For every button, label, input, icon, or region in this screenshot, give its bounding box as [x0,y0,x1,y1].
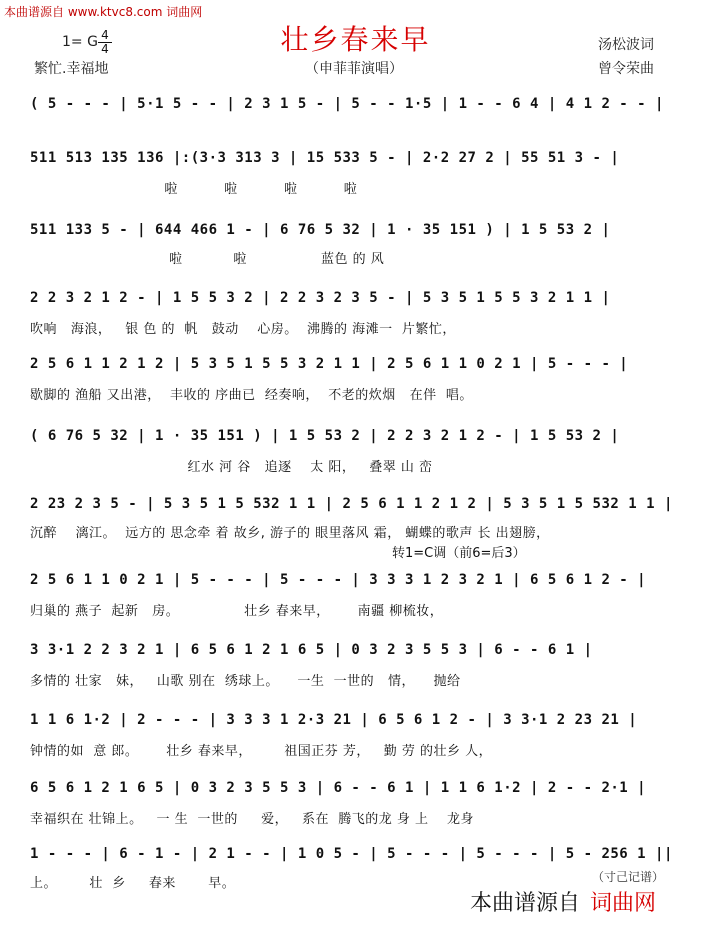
lyric-line: 钟情的如 意 郎。 壮乡 春来早， 祖国正芬 芳， 勤 劳 的壮乡 人， [30,744,493,759]
score-line: ( 5 - - - | 5·1 5 - - | 2 3 1 5 - | 5 - - 1·5 | 1 - - 6 4 | 4 1 2 - - | [30,96,664,112]
tempo-marking: 繁忙.幸福地 [34,61,109,77]
lyric-line: 啦 啦 啦 啦 [30,182,358,197]
singer-credit: （申菲菲演唱） [305,61,403,77]
lyric-line: 沉醉 漓江。 远方的 思念牵 着 故乡, 游子的 眼里落风 霜， 蝴蝶的歌声 长 出翅膀， [30,526,550,541]
score-line: 2 5 6 1 1 0 2 1 | 5 - - - | 5 - - - | 3 3 3 1 2 3 2 1 | 6 5 6 1 2 - | [30,572,647,588]
lyric-line: 吹响 海浪， 银 色 的 帆 鼓动 心房。 沸腾的 海滩一 片繁忙， [30,322,456,337]
score-line: 2 23 2 3 5 - | 5 3 5 1 5 532 1 1 | 2 5 6 1 1 2 1 2 | 5 3 5 1 5 532 1 1 | [30,496,673,512]
lyric-line: 啦 啦 蓝色 的 风 [30,252,385,267]
score-line: 2 5 6 1 1 2 1 2 | 5 3 5 1 5 5 3 2 1 1 | 2 5 6 1 1 0 2 1 | 5 - - - | [30,356,629,372]
score-line: 6 5 6 1 2 1 6 5 | 0 3 2 3 5 5 3 | 6 - - 6 1 | 1 1 6 1·2 | 2 - - 2·1 | [30,780,647,796]
watermark-right: 词曲网 [590,891,657,916]
lyric-line: 多情的 壮家 妹， 山歌 别在 绣球上。 一生 一世的 情， 抛给 [30,674,461,689]
key-signature: 1= G [62,34,98,50]
watermark-left: 本曲谱源自 [470,891,581,916]
time-signature-top: 4 [101,28,109,42]
site-header: 本曲谱源自 www.ktvc8.com 词曲网 [4,5,203,19]
score-line: 1 1 6 1·2 | 2 - - - | 3 3 3 1 2·3 21 | 6 5 6 1 2 - | 3 3·1 2 23 21 | [30,712,638,728]
composer-credit: 曾令荣曲 [598,61,654,77]
lyricist-credit: 汤松波词 [598,37,654,53]
lyric-line: 歇脚的 渔船 又出港， 丰收的 序曲已 经奏响， 不老的炊烟 在伴 唱。 [30,388,473,403]
score-line: ( 6 76 5 32 | 1 · 35 151 ) | 1 5 53 2 | 2 2 3 2 1 2 - | 1 5 53 2 | [30,428,620,444]
song-title: 壮乡春来早 [280,23,431,56]
score-line: 2 2 3 2 1 2 - | 1 5 5 3 2 | 2 2 3 2 3 5 - | 5 3 5 1 5 5 3 2 1 1 | [30,290,611,306]
score-line: 1 - - - | 6 - 1 - | 2 1 - - | 1 0 5 - | 5 - - - | 5 - - - | 5 - 256 1 || [30,846,673,862]
score-line: 3 3·1 2 2 3 2 1 | 6 5 6 1 2 1 6 5 | 0 3 2 3 5 5 3 | 6 - - 6 1 | [30,642,593,658]
lyric-line: 红水 河 谷 追逐 太 阳， 叠翠 山 峦 [30,460,433,475]
time-signature [98,30,112,55]
time-signature-bottom: 4 [101,42,109,56]
modulation-note: 转1=C调（前6=后3） [392,546,526,561]
watermark [470,886,656,917]
score-line: 511 133 5 - | 644 466 1 - | 6 76 5 32 | 1 · 35 151 ) | 1 5 53 2 | [30,222,611,238]
transcriber-credit: （寸己记谱） [592,870,665,884]
lyric-line: 归巢的 燕子 起新 房。 壮乡 春来早， 南疆 柳梳妆， [30,604,444,619]
score-line: 511 513 135 136 |:(3·3 313 3 | 15 533 5 - | 2·2 27 2 | 55 51 3 - | [30,150,620,166]
lyric-line: 幸福织在 壮锦上。 一 生 一世的 爱， 系在 腾飞的龙 身 上 龙身 [30,812,475,827]
lyric-line: 上。 壮 乡 春来 早。 [30,876,236,891]
